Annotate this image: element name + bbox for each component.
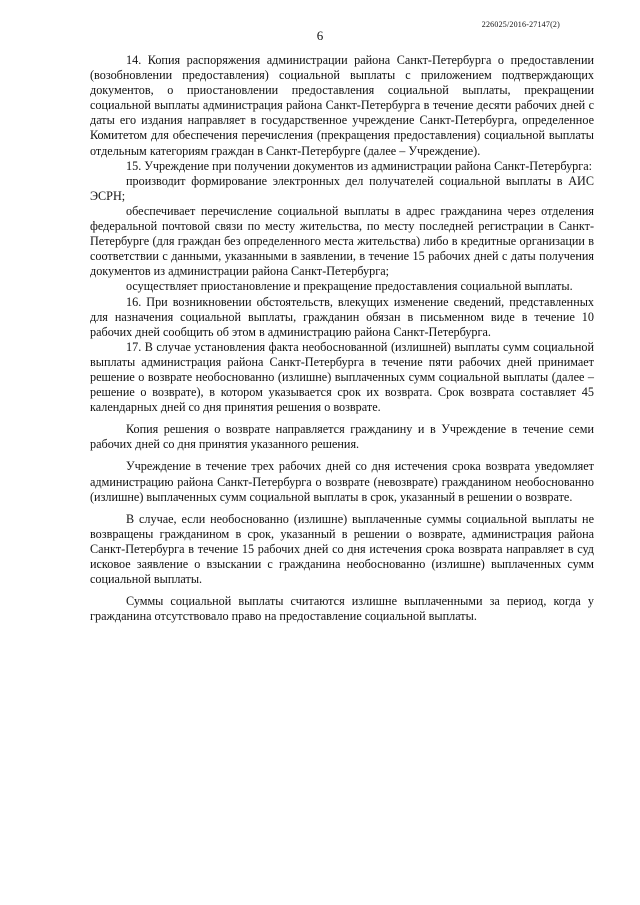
page-number: 6: [316, 28, 324, 43]
document-id: 226025/2016-27147(2): [481, 20, 560, 29]
paragraph-15-item-3: осуществляет приостановление и прекращение предоставления социальной выплаты.: [126, 279, 573, 294]
paragraph-17-notification: Учреждение в течение трех рабочих дней со дня истечения срока возврата уведомляет администрацию района Санкт-Петербурга о возврате (невозврате) гражданином необоснованно (излишне) выплаченных сумм социальной выплаты в срок, указанный в решении о возврате.: [90, 459, 594, 504]
paragraph-17-copy: Копия решения о возврате направляется гражданину и в Учреждение в течение семи рабочих дней со дня принятия указанного решения.: [90, 422, 594, 452]
paragraph-15-item-2: обеспечивает перечисление социальной выплаты в адрес гражданина через отделения федеральной почтовой связи по месту жительства, по месту последней регистрации в Санкт-Петербурге (для граждан без определенного места жительства) либо в кредитные организации в соответствии с данными, указанными в заявлении, в течение 15 рабочих дней с даты получения документов из администрации района Санкт-Петербурга;: [90, 203, 594, 279]
paragraph-17-court: В случае, если необоснованно (излишне) выплаченные суммы социальной выплаты не возвращены гражданином в срок, указанный в решении о возврате, администрация района Санкт-Петербурга в течение 15 рабочих дней со дня истечения срока возврата направляет в суд исковое заявление о взыскании с гражданина необоснованно (излишне) выплаченных сумм социальной выплаты.: [90, 511, 594, 587]
paragraph-15-item-1: производит формирование электронных дел получателей социальной выплаты в АИС ЭСРН;: [90, 173, 594, 203]
paragraph-15: 15. Учреждение при получении документов из администрации района Санкт-Петербурга:: [126, 158, 593, 173]
paragraph-16: 16. При возникновении обстоятельств, влекущих изменение сведений, представленных для назначения социальной выплаты, гражданин обязан в письменном виде в течение 10 рабочих дней сообщить об этом в администрацию района Санкт-Петербурга.: [90, 294, 594, 339]
paragraph-17: 17. В случае установления факта необоснованной (излишней) выплаты сумм социальной выплаты администрация района Санкт-Петербурга в течение пяти рабочих дней принимает решение о возврате необоснованно (излишне) выплаченных сумм социальной выплаты (далее – решение о возврате), в котором указывается срок их возврата. Срок возврата составляет 45 календарных дней со дня принятия решения о возврате.: [90, 339, 594, 415]
paragraph-17-overpaid: Суммы социальной выплаты считаются излишне выплаченными за период, когда у гражданина отсутствовало право на предоставление социальной выплаты.: [90, 594, 594, 624]
document-body: [90, 53, 594, 624]
paragraph-14: 14. Копия распоряжения администрации района Санкт-Петербурга о предоставлении (возобновлении предоставления) социальной выплаты с приложением подтверждающих документов, о приостановлении предоставления социальной выплаты, прекращении социальной выплаты администрация района Санкт-Петербурга в течение десяти рабочих дней с даты его издания направляет в государственное учреждение Санкт-Петербурга, определенное Комитетом для обеспечения перечисления (прекращения предоставления) социальной выплаты отдельным категориям граждан в Санкт-Петербурге (далее – Учреждение).: [90, 53, 594, 158]
